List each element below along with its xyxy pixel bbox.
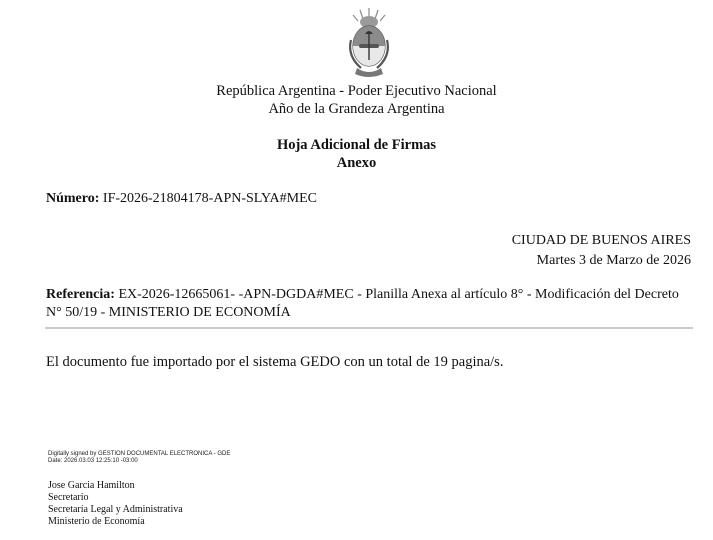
reference [46, 286, 696, 322]
reference-value: EX-2026-12665061- -APN-DGDA#MEC - Planilla Anexa al artículo 8° - Modificación del Decreto N° 50/19 - MINISTERIO DE ECONOMÍA [46, 287, 679, 320]
place-date-block [512, 231, 691, 271]
separator-rule [45, 327, 693, 329]
signer-role: Secretario [48, 492, 89, 503]
year-motto: Año de la Grandeza Argentina [268, 101, 445, 117]
government-header-line: República Argentina - Poder Ejecutivo Nacional [216, 83, 497, 99]
document-number-value: IF-2026-21804178-APN-SLYA#MEC [102, 191, 317, 206]
signer-ministry: Ministerio de Economía [48, 516, 145, 527]
document-number-label: Número: [46, 191, 100, 206]
body-text: El documento fue importado por el sistema GEDO con un total de 19 pagina/s. [46, 354, 504, 370]
signer-name: Jose Garcia Hamilton [48, 480, 135, 491]
date: Martes 3 de Marzo de 2026 [536, 253, 691, 268]
document-number [46, 191, 317, 207]
argentine-coat-of-arms-icon [343, 6, 395, 82]
document-subtitle: Anexo [336, 155, 377, 171]
document-title: Hoja Adicional de Firmas [276, 137, 437, 153]
signer-office: Secretaría Legal y Administrativa [48, 504, 183, 515]
digital-signature-date: Date: 2026.03.03 12:25:10 -03:00 [48, 458, 138, 464]
reference-label: Referencia: [46, 287, 115, 302]
digital-signature-stamp [48, 451, 230, 465]
digital-signature-signer: Digitally signed by GESTION DOCUMENTAL ELECTRONICA - GDE [48, 451, 231, 457]
signer-block [48, 480, 183, 528]
city: CIUDAD DE BUENOS AIRES [511, 233, 691, 248]
